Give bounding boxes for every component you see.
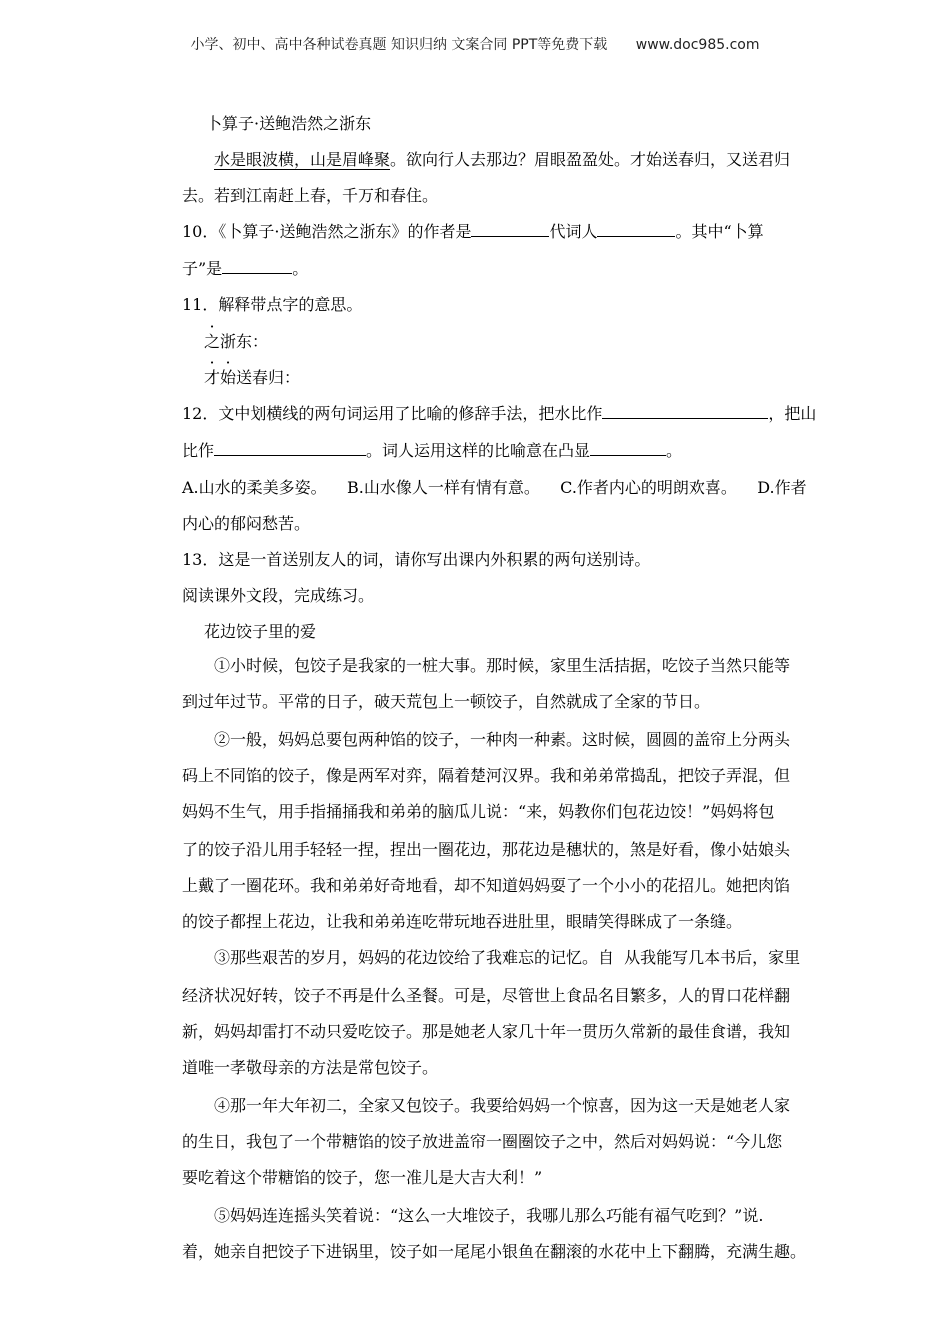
q11-item-2-label: 送春归： [236,368,301,387]
q11-item-1-label: 浙东： [220,332,269,351]
question-13: 13．这是一首送别友人的词，请你写出课内外积累的两句送别诗。 [182,550,651,569]
header-site-link[interactable]: www.doc985.com [635,37,760,53]
poem-line-1-rest: 。欲向行人去那边？眉眼盈盈处。才始送春归，又送君归 [390,150,791,169]
q10-text-c: 。其中“卜算 [675,222,764,241]
q12-intent-blank[interactable] [590,441,666,456]
q10-poet-blank[interactable] [597,222,675,237]
q10-text-b: 代词人 [549,222,598,241]
essay-line: 着，她亲自把饺子下进锅里，饺子如一尾尾小银鱼在翻滚的水花中上下翻腾，充满生趣。 [182,1242,807,1261]
essay-line: ⑤妈妈连连摇头笑着说：“这么一大堆饺子，我哪儿那么巧能有福气吃到？”说. [214,1206,764,1225]
essay-line: 的生日，我包了一个带糖馅的饺子放进盖帘一圈圈饺子之中，然后对妈妈说：“今儿您 [182,1132,783,1151]
underlined-metaphor: 水是眼波横，山是眉峰聚 [214,150,391,169]
essay-line: 要吃着这个带糖馅的饺子，您一准儿是大吉大利！” [182,1168,543,1187]
q12-mountain-blank[interactable] [214,441,366,456]
q12-options: A.山水的柔美多姿。 B.山水像人一样有情有意。 C.作者内心的明朗欢喜。 D.作者 [182,478,807,497]
question-12 [182,404,862,424]
dotted-char: 才 [204,368,221,387]
q10-meaning-blank[interactable] [222,259,292,274]
dotted-char: 始 [220,368,237,387]
header-text: 小学、初中、高中各种试卷真题 知识归纳 文案合同 PPT等免费下载 [190,37,608,53]
poem-title: 卜算子·送鲍浩然之浙东 [206,114,372,133]
reading-intro: 阅读课外文段，完成练习。 [182,586,375,605]
dotted-char: 之 [204,332,221,351]
q12-text-e: 。 [666,441,683,460]
essay-line: ①小时候，包饺子是我家的一桩大事。那时候，家里生活拮据，吃饺子当然只能等 [214,656,791,675]
q12-text-b: ，把山 [768,404,817,423]
q12-text-d: 。词人运用这样的比喻意在凸显 [366,441,591,460]
q10-text-e: 。 [292,259,309,278]
essay-line: 的饺子都捏上花边，让我和弟弟连吃带玩地吞进肚里，眼睛笑得眯成了一条缝。 [182,912,743,931]
q11-item-2 [204,368,884,388]
q10-text-d: 子”是 [182,259,223,278]
q12-options-cont: 内心的郁闷愁苦。 [182,514,311,533]
essay-line: 新，妈妈却雷打不动只爱吃饺子。那是她老人家几十年一贯历久常新的最佳食谱，我知 [182,1022,791,1041]
poem-line-2: 去。若到江南赶上春，千万和春住。 [182,186,439,205]
essay-line: ③那些艰苦的岁月，妈妈的花边饺给了我难忘的记忆。自 从我能写几本书后，家里 [214,948,801,967]
question-12-cont [182,441,862,461]
essay-line: 妈妈不生气，用手指捅捅我和弟弟的脑瓜儿说：“来，妈教你们包花边饺！”妈妈将包 [182,802,775,821]
essay-line: ②一般，妈妈总要包两种馅的饺子，一种肉一种素。这时候，圆圆的盖帘上分两头 [214,730,791,749]
essay-line: 道唯一孝敬母亲的方法是常包饺子。 [182,1058,439,1077]
essay-line: 码上不同馅的饺子，像是两军对弈，隔着楚河汉界。我和弟弟常捣乱，把饺子弄混，但 [182,766,791,785]
q10-author-blank[interactable] [471,222,549,237]
essay-title: 花边饺子里的爱 [204,622,317,641]
question-10-cont [182,259,862,279]
q11-item-1 [204,332,884,352]
essay-line: 经济状况好转，饺子不再是什么圣餐。可是，尽管世上食品名目繁多，人的胃口花样翻 [182,986,791,1005]
page-header [0,34,950,54]
essay-line: 上戴了一圈花环。我和弟弟好奇地看，却不知道妈妈耍了一个小小的花招儿。她把肉馅 [182,876,791,895]
essay-line: 了的饺子沿儿用手轻轻一捏，捏出一圈花边，那花边是穗状的，煞是好看，像小姑娘头 [182,840,791,859]
q12-water-blank[interactable] [602,404,768,419]
q12-text-c: 比作 [182,441,215,460]
q10-text-a: 10．《卜算子·送鲍浩然之浙东》的作者是 [182,222,472,241]
q12-text-a: 12．文中划横线的两句词运用了比喻的修辞手法，把水比作 [182,404,603,423]
essay-line: ④那一年大年初二，全家又包饺子。我要给妈妈一个惊喜，因为这一天是她老人家 [214,1096,791,1115]
poem-line-1 [214,150,874,170]
question-10 [182,222,862,242]
question-11: 11．解释带点字的意思。 [182,295,363,314]
essay-line: 到过年过节。平常的日子，破天荒包上一顿饺子，自然就成了全家的节日。 [182,692,711,711]
